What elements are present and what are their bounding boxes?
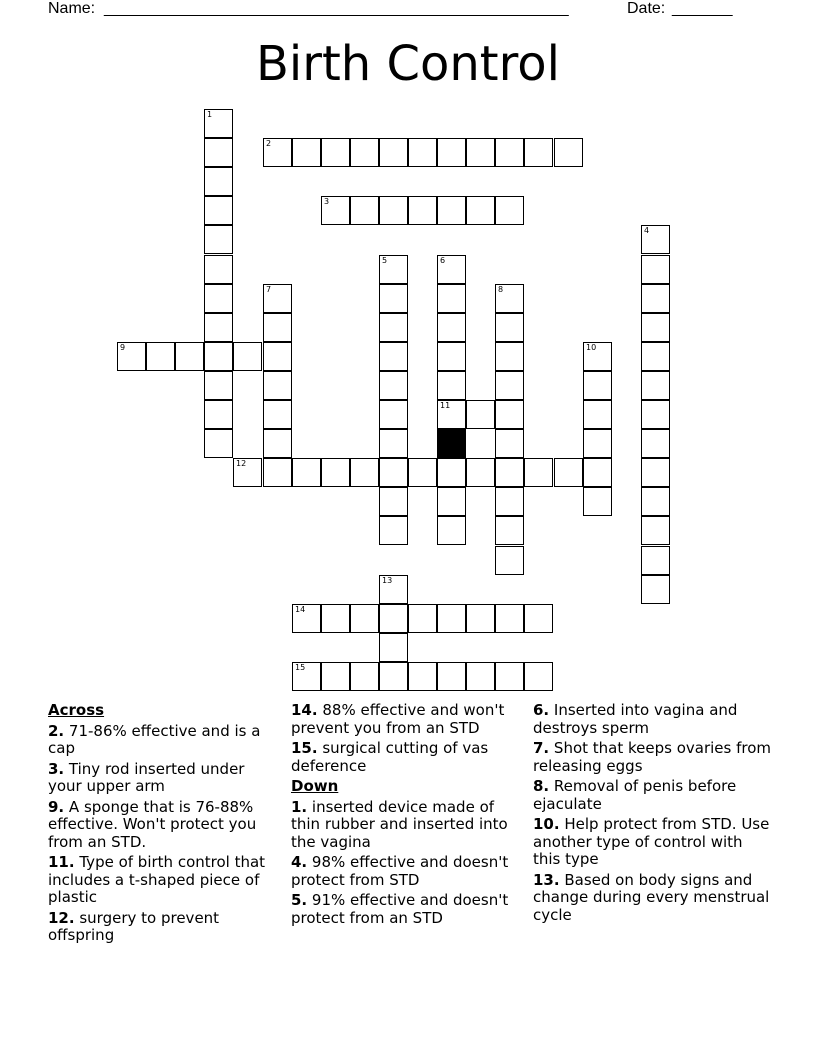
- grid-cell[interactable]: [263, 313, 292, 342]
- grid-cell[interactable]: [495, 546, 524, 575]
- grid-cell[interactable]: [641, 516, 670, 545]
- grid-cell[interactable]: [350, 458, 379, 487]
- grid-cell[interactable]: [437, 255, 466, 284]
- grid-cell[interactable]: [495, 400, 524, 429]
- grid-cell[interactable]: [583, 371, 612, 400]
- grid-cell[interactable]: [379, 196, 408, 225]
- grid-cell[interactable]: [437, 138, 466, 167]
- grid-cell[interactable]: [350, 138, 379, 167]
- grid-cell[interactable]: [263, 342, 292, 371]
- clue-text: surgical cutting of vas deference: [291, 739, 489, 775]
- grid-cell[interactable]: [641, 487, 670, 516]
- grid-cell[interactable]: [641, 255, 670, 284]
- grid-cell[interactable]: [495, 516, 524, 545]
- clue-text: Inserted into vagina and destroys sperm: [533, 701, 738, 737]
- clue-text: Type of birth control that includes a t-shaped piece of plastic: [48, 853, 266, 906]
- grid-cell[interactable]: [204, 342, 233, 371]
- clue-down-13: [533, 872, 773, 925]
- grid-cell[interactable]: [379, 516, 408, 545]
- clue-number-label: 7: [266, 285, 272, 294]
- grid-cell[interactable]: [466, 662, 495, 691]
- clue-across-2: [48, 723, 282, 758]
- grid-cell[interactable]: [495, 342, 524, 371]
- grid-cell[interactable]: [466, 138, 495, 167]
- clue-number: 3.: [48, 759, 65, 778]
- grid-cell[interactable]: [204, 284, 233, 313]
- clue-number-label: 3: [324, 197, 330, 206]
- clue-text: Help protect from STD. Use another type of control with this type: [533, 815, 770, 868]
- grid-cell[interactable]: [583, 487, 612, 516]
- grid-cell[interactable]: [524, 604, 553, 633]
- across-heading: Across: [48, 701, 105, 719]
- grid-cell[interactable]: [437, 604, 466, 633]
- grid-cell[interactable]: [583, 429, 612, 458]
- down-heading: Down: [291, 777, 339, 795]
- clue-across-11: [48, 854, 282, 907]
- clue-number-label: 13: [382, 576, 393, 585]
- grid-cell[interactable]: [408, 196, 437, 225]
- grid-cell[interactable]: [408, 604, 437, 633]
- clue-text: Removal of penis before ejaculate: [533, 777, 737, 813]
- clue-number: 14.: [291, 701, 318, 719]
- grid-cell[interactable]: [408, 662, 437, 691]
- blocked-cell: [437, 429, 466, 458]
- grid-cell[interactable]: [263, 138, 292, 167]
- grid-cell[interactable]: [495, 196, 524, 225]
- grid-cell[interactable]: [495, 487, 524, 516]
- clues-column-2: [291, 702, 525, 930]
- clue-number: 1.: [291, 797, 308, 816]
- grid-cell[interactable]: [321, 138, 350, 167]
- clue-text: Tiny rod inserted under your upper arm: [48, 759, 245, 795]
- grid-cell[interactable]: [350, 604, 379, 633]
- clue-text: Shot that keeps ovaries from releasing eggs: [533, 739, 772, 775]
- grid-cell[interactable]: [379, 575, 408, 604]
- grid-cell[interactable]: [321, 662, 350, 691]
- grid-cell[interactable]: [437, 284, 466, 313]
- grid-cell[interactable]: [350, 196, 379, 225]
- grid-cell[interactable]: [204, 167, 233, 196]
- clue-text: 98% effective and doesn't protect from STD: [291, 853, 509, 889]
- grid-cell[interactable]: [263, 371, 292, 400]
- grid-cell[interactable]: [641, 400, 670, 429]
- clue-text: 88% effective and won't prevent you from an STD: [291, 701, 505, 737]
- grid-cell[interactable]: [292, 662, 321, 691]
- clue-text: A sponge that is 76-88% effective. Won't protect you from an STD.: [48, 797, 257, 851]
- grid-cell[interactable]: [583, 400, 612, 429]
- grid-cell[interactable]: [524, 662, 553, 691]
- clue-number: 10.: [533, 815, 560, 833]
- clue-number-label: 2: [266, 139, 272, 148]
- grid-cell[interactable]: [379, 604, 408, 633]
- grid-cell[interactable]: [321, 604, 350, 633]
- grid-cell[interactable]: [408, 138, 437, 167]
- grid-cell[interactable]: [495, 604, 524, 633]
- grid-cell[interactable]: [495, 662, 524, 691]
- grid-cell[interactable]: [437, 342, 466, 371]
- grid-cell[interactable]: [204, 400, 233, 429]
- grid-cell[interactable]: [554, 138, 583, 167]
- clue-number: 11.: [48, 853, 75, 871]
- grid-cell[interactable]: [466, 458, 495, 487]
- date-field[interactable]: _______: [672, 0, 733, 17]
- clue-number-label: 1: [207, 110, 213, 119]
- date-label: Date:: [627, 0, 666, 17]
- grid-cell[interactable]: [379, 429, 408, 458]
- name-label: Name:: [48, 0, 96, 17]
- grid-cell[interactable]: [175, 342, 204, 371]
- grid-cell[interactable]: [583, 342, 612, 371]
- clue-number-label: 4: [644, 226, 650, 235]
- grid-cell[interactable]: [379, 458, 408, 487]
- clue-down-10: [533, 816, 773, 869]
- grid-cell[interactable]: [641, 225, 670, 254]
- clue-number: 12.: [48, 908, 75, 927]
- grid-cell[interactable]: [379, 138, 408, 167]
- clue-number: 4.: [291, 853, 308, 871]
- grid-cell[interactable]: [379, 313, 408, 342]
- grid-cell[interactable]: [321, 458, 350, 487]
- grid-cell[interactable]: [321, 196, 350, 225]
- name-field[interactable]: ______________________________________________________: [104, 0, 569, 17]
- clue-number-label: 8: [498, 285, 504, 294]
- grid-cell[interactable]: [379, 255, 408, 284]
- grid-cell[interactable]: [379, 662, 408, 691]
- clue-text: 91% effective and doesn't protect from an STD: [291, 891, 509, 927]
- clue-across-15: [291, 740, 525, 775]
- page-title: Birth Control: [255, 36, 560, 92]
- grid-cell[interactable]: [437, 458, 466, 487]
- grid-cell[interactable]: [263, 284, 292, 313]
- grid-cell[interactable]: [263, 429, 292, 458]
- grid-cell[interactable]: [524, 458, 553, 487]
- clue-across-14: [291, 702, 525, 737]
- grid-cell[interactable]: [204, 255, 233, 284]
- grid-cell[interactable]: [641, 458, 670, 487]
- clue-across-3: [48, 761, 282, 796]
- grid-cell[interactable]: [379, 371, 408, 400]
- grid-cell[interactable]: [437, 400, 466, 429]
- clue-number-label: 10: [586, 343, 597, 352]
- grid-cell[interactable]: [233, 342, 262, 371]
- grid-cell[interactable]: [379, 284, 408, 313]
- grid-cell[interactable]: [408, 458, 437, 487]
- grid-cell[interactable]: [437, 196, 466, 225]
- clue-number: 6.: [533, 701, 550, 719]
- grid-cell[interactable]: [204, 196, 233, 225]
- grid-cell[interactable]: [641, 371, 670, 400]
- grid-cell[interactable]: [117, 342, 146, 371]
- clue-number: 2.: [48, 721, 65, 740]
- grid-cell[interactable]: [292, 604, 321, 633]
- grid-cell[interactable]: [495, 371, 524, 400]
- clue-number-label: 15: [295, 663, 306, 672]
- grid-cell[interactable]: [350, 662, 379, 691]
- clue-down-8: [533, 778, 773, 813]
- clue-number-label: 12: [236, 459, 247, 468]
- grid-cell[interactable]: [495, 313, 524, 342]
- grid-cell[interactable]: [466, 400, 495, 429]
- grid-cell[interactable]: [204, 225, 233, 254]
- clues-column-3: [533, 702, 773, 927]
- clue-text: surgery to prevent offspring: [48, 908, 220, 944]
- grid-cell[interactable]: [583, 458, 612, 487]
- grid-cell[interactable]: [437, 516, 466, 545]
- grid-cell[interactable]: [437, 487, 466, 516]
- clue-across-9: [48, 799, 282, 852]
- clues-column-1: [48, 702, 282, 948]
- grid-cell[interactable]: [466, 196, 495, 225]
- grid-cell[interactable]: [292, 458, 321, 487]
- grid-cell[interactable]: [641, 313, 670, 342]
- grid-cell[interactable]: [495, 138, 524, 167]
- clue-number: 8.: [533, 777, 550, 795]
- grid-cell[interactable]: [641, 575, 670, 604]
- grid-cell[interactable]: [292, 138, 321, 167]
- grid-cell[interactable]: [263, 400, 292, 429]
- grid-cell[interactable]: [233, 458, 262, 487]
- grid-cell[interactable]: [263, 458, 292, 487]
- grid-cell[interactable]: [641, 342, 670, 371]
- clue-number-label: 14: [295, 605, 306, 614]
- clue-number-label: 6: [440, 256, 446, 265]
- clue-down-1: [291, 799, 525, 852]
- clue-down-7: [533, 740, 773, 775]
- grid-cell[interactable]: [437, 313, 466, 342]
- grid-cell[interactable]: [641, 429, 670, 458]
- grid-cell[interactable]: [204, 429, 233, 458]
- grid-cell[interactable]: [554, 458, 583, 487]
- clue-number: 15.: [291, 739, 318, 757]
- clue-number: 13.: [533, 870, 560, 889]
- grid-cell[interactable]: [204, 109, 233, 138]
- grid-cell[interactable]: [379, 633, 408, 662]
- grid-cell[interactable]: [466, 604, 495, 633]
- clue-text: inserted device made of thin rubber and inserted into the vagina: [291, 797, 508, 851]
- grid-cell[interactable]: [204, 371, 233, 400]
- clue-down-5: [291, 892, 525, 927]
- grid-cell[interactable]: [379, 342, 408, 371]
- grid-cell[interactable]: [524, 138, 553, 167]
- grid-cell[interactable]: [204, 138, 233, 167]
- grid-cell[interactable]: [379, 487, 408, 516]
- clue-down-6: [533, 702, 773, 737]
- clue-number: 5.: [291, 891, 308, 909]
- grid-cell[interactable]: [204, 313, 233, 342]
- grid-cell[interactable]: [146, 342, 175, 371]
- grid-cell[interactable]: [495, 284, 524, 313]
- grid-cell[interactable]: [495, 429, 524, 458]
- grid-cell[interactable]: [495, 458, 524, 487]
- grid-cell[interactable]: [641, 546, 670, 575]
- clue-number-label: 5: [382, 256, 388, 265]
- clue-across-12: [48, 910, 282, 945]
- grid-cell[interactable]: [437, 662, 466, 691]
- clue-number: 7.: [533, 739, 550, 757]
- clue-number: 9.: [48, 797, 65, 816]
- clue-number-label: 9: [120, 343, 126, 352]
- grid-cell[interactable]: [379, 400, 408, 429]
- clue-text: Based on body signs and change during every menstrual cycle: [533, 870, 770, 924]
- grid-cell[interactable]: [437, 371, 466, 400]
- grid-cell[interactable]: [641, 284, 670, 313]
- clue-down-4: [291, 854, 525, 889]
- clue-number-label: 11: [440, 401, 451, 410]
- clue-text: 71-86% effective and is a cap: [48, 721, 261, 757]
